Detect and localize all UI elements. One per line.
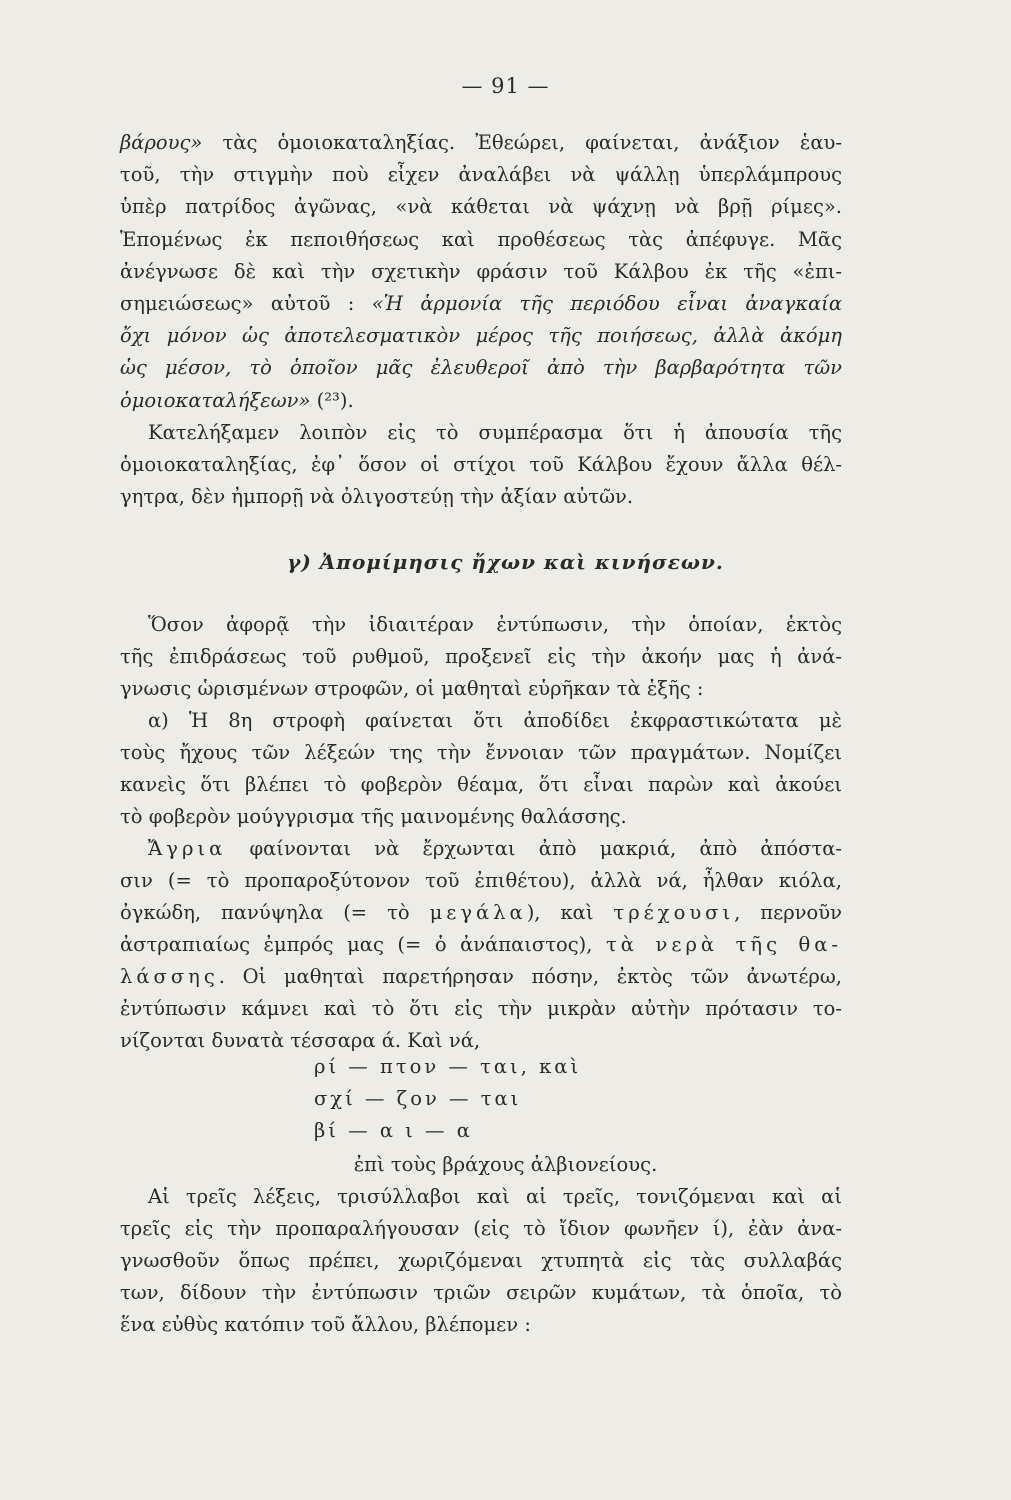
text-line <box>120 353 842 383</box>
italic-span: βάρους» <box>120 131 223 154</box>
italic-span: «Ἡ ἁρμονία τῆς περιόδου εἶναι ἀναγκαία <box>371 292 842 315</box>
text-span: σημειώσεως» αὐτοῦ : <box>120 292 372 315</box>
text-span: τὸ φοβερὸν μούγγρισμα τῆς μαινομένης θαλάσσης. <box>120 805 627 828</box>
text-line <box>148 1182 842 1212</box>
text-span: , περνοῦν <box>734 901 842 924</box>
text-span: τοῦ, τὴν στιγμὴν ποὺ εἶχεν ἀναλάβει νὰ ψάλλῃ ὑπερλάμπρους <box>120 163 842 187</box>
spaced-span: Ἄγρια <box>148 837 227 860</box>
text-span: τοὺς ἤχους τῶν λέξεών της τὴν ἔννοιαν τῶν πραγμάτων. Νομίζει <box>120 741 842 764</box>
text-span: φαίνονται νὰ ἔρχωνται ἀπὸ μακριά, ἀπὸ ἀπόστα- <box>226 837 842 860</box>
text-line <box>120 898 842 928</box>
spaced-span: τρέχουσι <box>613 901 735 924</box>
text-line <box>120 386 842 416</box>
syllable-line: ρί — πτον — ται, καὶ <box>314 1055 582 1078</box>
text-span: τῆς ἐπιδράσεως τοῦ ρυθμοῦ, προξενεῖ εἰς τὴν ἀκοήν μας ἡ ἀνά- <box>120 645 842 668</box>
text-line <box>120 1278 842 1308</box>
text-line <box>148 834 842 864</box>
text-line <box>120 160 842 190</box>
text-line <box>120 225 842 255</box>
text-span: Ἑπομένως ἐκ πεποιθήσεως καὶ προθέσεως τὰς ἀπέφυγε. Μᾶς <box>120 227 842 251</box>
text-line <box>120 289 842 319</box>
text-span: ὑπὲρ πατρίδος ἀγῶνας, «νὰ κάθεται νὰ ψάχνῃ νὰ βρῇ ρίμες». <box>120 195 842 219</box>
text-line <box>120 128 842 158</box>
syllable-line: βί — α ι — α <box>314 1119 473 1142</box>
syllable-tail: ἐπὶ τοὺς βράχους ἀλβιονείους. <box>353 1153 658 1176</box>
text-line <box>120 866 842 896</box>
text-span: γητρα, δὲν ἠμπορῇ νὰ ὀλιγοστεύῃ τὴν ἀξίαν αὐτῶν. <box>120 485 634 508</box>
text-line <box>148 418 842 448</box>
text-line <box>120 738 842 768</box>
spaced-span: μεγάλα <box>429 901 527 924</box>
text-span: γνωσις ὡρισμένων στροφῶν, οἱ μαθηταὶ εὑρῆκαν τὰ ἑξῆς : <box>120 677 704 700</box>
text-span: ), καὶ <box>526 901 614 924</box>
text-line <box>148 706 842 736</box>
italic-span: ὁμοιοκαταλήξεων» <box>120 388 317 412</box>
text-span: ὀγκώδη, πανύψηλα (= τὸ <box>120 901 430 924</box>
text-span: Κατελήξαμεν λοιπὸν εἰς τὸ συμπέρασμα ὅτι ἡ ἀπουσία τῆς <box>148 421 842 444</box>
text-line <box>120 930 842 960</box>
text-line <box>120 674 842 704</box>
italic-span: ὄχι μόνον ὡς ἀποτελεσματικὸν μέρος τῆς ποιήσεως, ἀλλὰ ἀκόμη <box>120 324 842 348</box>
text-line <box>120 1310 842 1340</box>
text-span: τὰς ὁμοιοκαταληξίας. Ἐθεώρει, φαίνεται, ἀνάξιον ἑαυ- <box>222 131 842 154</box>
spaced-span: τὰ νερὰ τῆς θα- <box>606 933 842 956</box>
text-line <box>120 1214 842 1244</box>
text-span: τρεῖς εἰς τὴν προπαραλήγουσαν (εἰς τὸ ἴδιον φωνῆεν ί), ἐὰν ἀνα- <box>120 1217 842 1240</box>
spaced-span: λάσσης <box>120 965 219 988</box>
text-span: ὁμοιοκαταληξίας, ἐφ᾿ ὅσον οἱ στίχοι τοῦ Κάλβου ἔχουν ἄλλα θέλ- <box>120 453 842 476</box>
section-heading: γ) Ἀπομίμησις ἤχων καὶ κινήσεων. <box>287 550 724 574</box>
syllable-line: σχί — ζον — ται <box>314 1087 522 1110</box>
text-span: γνωσθοῦν ὅπως πρέπει, χωριζόμεναι χτυπητὰ εἰς τὰς συλλαβάς <box>120 1249 842 1272</box>
text-span: ἀνέγνωσε δὲ καὶ τὴν σχετικὴν φράσιν τοῦ Κάλβου ἐκ τῆς «ἐπι- <box>120 259 842 283</box>
text-span: (²³). <box>316 388 354 412</box>
text-line <box>120 482 842 512</box>
text-span: νίζονται δυνατὰ τέσσαρα ά. Καὶ νά, <box>120 1029 481 1052</box>
text-span: των, δίδουν τὴν ἐντύπωσιν τριῶν σειρῶν κυμάτων, τὰ ὁποῖα, τὸ <box>120 1281 842 1304</box>
text-span: ἕνα εὐθὺς κατόπιν τοῦ ἄλλου, βλέπομεν : <box>120 1313 531 1336</box>
text-line <box>120 802 842 832</box>
text-span: ἀστραπιαίως ἐμπρός μας (= ὁ ἀνάπαιστος), <box>120 933 607 956</box>
text-line <box>120 450 842 480</box>
italic-span: ὡς μέσον, τὸ ὁποῖον μᾶς ἐλευθεροῖ ἀπὸ τὴν βαρβαρότητα τῶν <box>120 356 842 380</box>
text-line <box>120 770 842 800</box>
text-span: ἐντύπωσιν κάμνει καὶ τὸ ὅτι εἰς τὴν μικρὰν αὐτὴν πρότασιν το- <box>120 997 842 1020</box>
text-span: κανεὶς ὅτι βλέπει τὸ φοβερὸν θέαμα, ὅτι εἶναι παρὼν καὶ ἀκούει <box>120 773 842 796</box>
text-line <box>120 1246 842 1276</box>
text-line <box>120 321 842 351</box>
page-number: — 91 — <box>461 74 550 98</box>
text-span: Ὅσον ἀφορᾷ τὴν ἰδιαιτέραν ἐντύπωσιν, τὴν ὁποίαν, ἐκτὸς <box>148 613 842 636</box>
text-line <box>120 994 842 1024</box>
text-line <box>148 610 842 640</box>
text-line <box>120 192 842 222</box>
text-span: α) Ἡ 8η στροφὴ φαίνεται ὅτι ἀποδίδει ἐκφραστικώτατα μὲ <box>148 709 842 732</box>
text-line <box>120 962 842 992</box>
text-span: σιν (= τὸ προπαροξύτονον τοῦ ἐπιθέτου), ἀλλὰ νά, ἦλθαν κιόλα, <box>120 869 842 892</box>
text-line <box>120 257 842 287</box>
text-span: . Οἱ μαθηταὶ παρετήρησαν πόσην, ἐκτὸς τῶν ἀνωτέρω, <box>218 965 842 988</box>
text-line <box>120 642 842 672</box>
text-span: Αἱ τρεῖς λέξεις, τρισύλλαβοι καὶ αἱ τρεῖς, τονιζόμεναι καὶ αἱ <box>148 1185 842 1208</box>
